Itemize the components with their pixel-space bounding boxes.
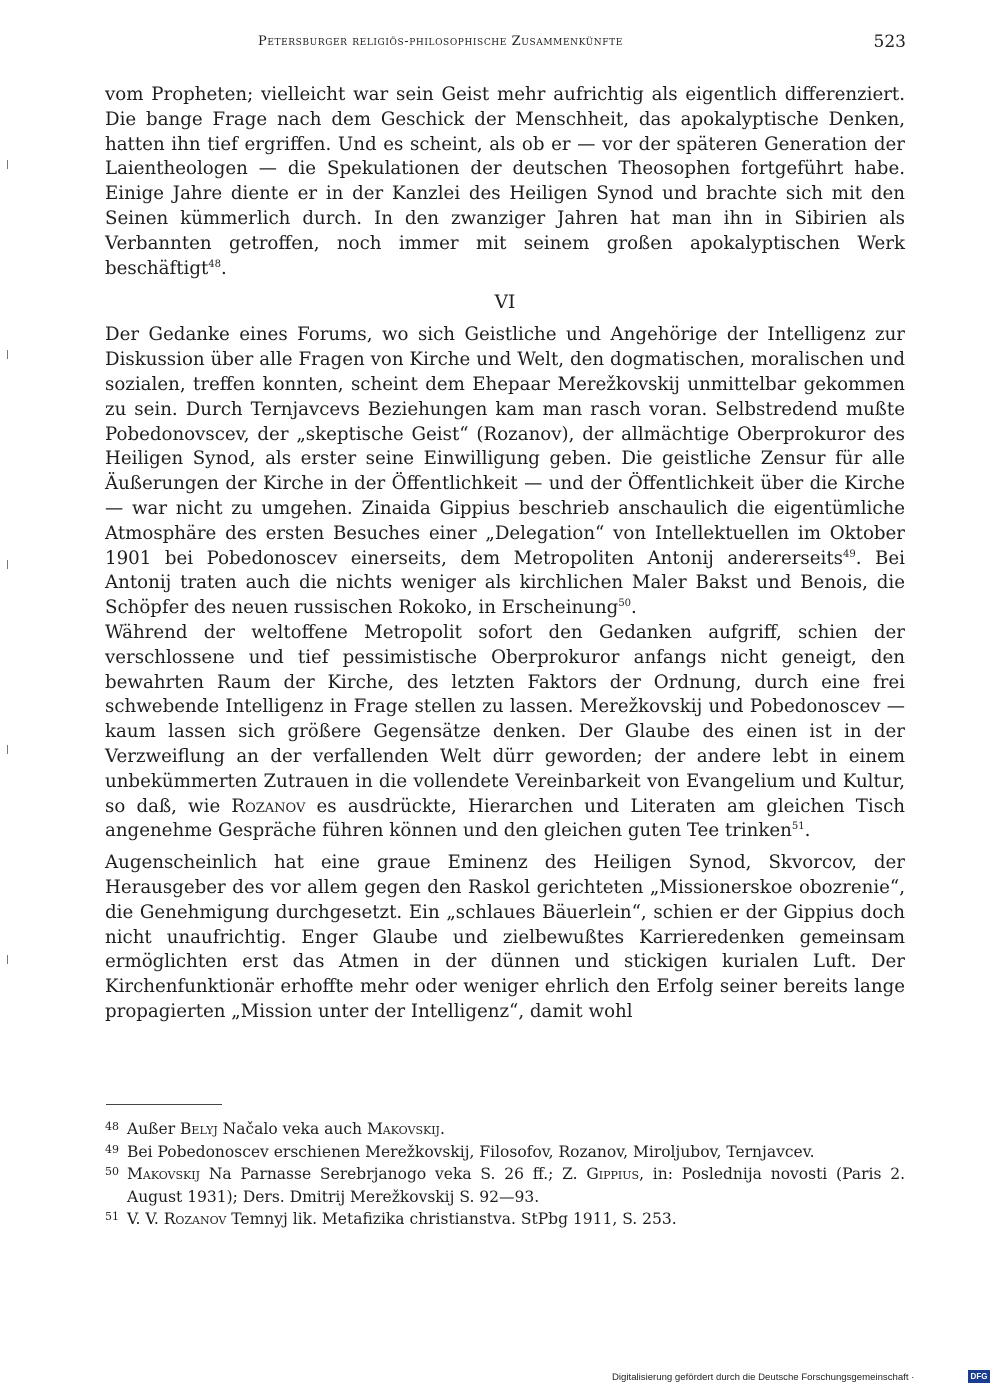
punctuation: . — [804, 820, 811, 842]
paragraph-1 — [105, 83, 905, 281]
footnote-ref[interactable]: 51 — [791, 821, 805, 833]
main-text — [105, 83, 905, 1025]
running-title: Petersburger religiös-philosophische Zusammenkünfte — [258, 34, 623, 49]
footnote-segment: . — [439, 1120, 445, 1138]
footnote — [105, 1208, 905, 1231]
footnote-number: 49 — [105, 1142, 119, 1156]
dfg-logo: DFG — [968, 1370, 990, 1383]
author-name: Rozanov — [231, 795, 306, 817]
author-name: Makovskij — [366, 1120, 440, 1138]
margin-mark — [7, 560, 8, 569]
paragraph-text: es ausdrückte, Hierarchen und Literaten am gleichen Tisch angenehme Gespräche führen können und den gleichen guten Tee trinken — [105, 795, 905, 842]
paragraph-2 — [105, 323, 905, 621]
footnote-divider — [106, 1104, 222, 1105]
paragraph-text: vom Propheten; vielleicht war sein Geist mehr aufrichtig als eigentlich differenziert. Die bange Frage nach dem Geschick der Menschheit, das apokalyptische Denken, hatten ihn tief ergriffen. Und es scheint, als ob er — vor der späteren Generation der Laientheologen — die Spekulationen der deutschen Theosophen fortgeführt habe. Einige Jahre diente er in der Kanzlei des Heiligen Synod und brachte sich mit den Seinen kümmerlich durch. In den zwanziger Jahren hat man ihn in Sibirien als Verbannten getroffen, noch immer mit seinem großen apokalyptischen Werk beschäftigt — [105, 84, 905, 279]
footnote — [105, 1141, 905, 1164]
footnotes — [105, 1118, 905, 1231]
page-number: 523 — [873, 32, 906, 52]
paragraph-text: Augenscheinlich hat eine graue Eminenz des Heiligen Synod, Skvorcov, der Herausgeber des vor allem gegen den Raskol gerichteten „Missionerskoe obozrenie“, die Genehmigung durchgesetzt. Ein „schlaues Bäuerlein“, schien er der Gippius doch nicht unaufrichtig. Enger Glaube und zielbewußtes Karrieredenken gemeinsam ermöglichten erst das Atmen in der dünnen und stickigen kurialen Luft. Der Kirchenfunktionär erhoffte mehr oder weniger ehrlich den Erfolg seiner bereits lange propagierten „Mission unter der Intelligenz“, damit wohl — [105, 852, 905, 1022]
footnote-text — [127, 1208, 905, 1231]
footnote-segment: Temnyj lik. Metafizika christianstva. StPbg 1911, S. 253. — [226, 1210, 677, 1228]
author-name: Belyj — [180, 1120, 218, 1138]
paragraph-3 — [105, 621, 905, 844]
margin-mark — [7, 350, 8, 359]
author-name: Makovskij — [127, 1165, 201, 1183]
digitization-credit: Digitalisierung gefördert durch die Deutsche Forschungsgemeinschaft · — [612, 1372, 915, 1383]
footnote-text — [127, 1118, 905, 1141]
footnote-segment: Außer — [127, 1120, 181, 1138]
footnote-text — [127, 1163, 905, 1208]
footnote-segment: Načalo veka auch — [217, 1120, 367, 1138]
paragraph-text: Während der weltoffene Metropolit sofort den Gedanken aufgriff, schien der verschlossene und tief pessimistische Oberprokuror anfangs nicht geneigt, den bewahrten Raum der Kirche, des letzten Faktors der Ordnung, durch eine frei schwebende Intelligenz in Frage stellen zu lassen. Merežkovskij und Pobedonoscev — kaum lassen sich größere Gegensätze denken. Der Glaube des einen ist in der Verzweiflung an der verfallenden Welt dürr geworden; der andere lebt in einem unbekümmerten Zutrauen in die vollendete Vereinbarkeit von Evangelium und Kultur, so daß, wie — [105, 621, 905, 817]
footnote — [105, 1163, 905, 1208]
footnote-text — [127, 1141, 905, 1164]
section-heading: VI — [494, 292, 516, 314]
paragraph-4 — [105, 851, 905, 1025]
footnote-segment: Bei Pobedonoscev erschienen Merežkovskij, Filosofov, Rozanov, Miroljubov, Ternjavcev. — [127, 1142, 815, 1161]
punctuation: . — [221, 257, 227, 279]
footnote-ref[interactable]: 49 — [843, 548, 856, 560]
margin-mark — [7, 955, 8, 964]
footnote-number: 50 — [105, 1165, 119, 1178]
page-header — [0, 30, 1000, 60]
author-name: Rozanov — [163, 1210, 227, 1228]
footnote-number: 51 — [105, 1210, 119, 1223]
footnote-segment: V. V. — [127, 1210, 164, 1228]
footnote-ref[interactable]: 50 — [618, 598, 632, 610]
footnote-segment: Na Parnasse Serebrjanogo veka S. 26 ff.; Z. — [200, 1165, 587, 1183]
margin-mark — [7, 745, 8, 754]
paragraph-text: Der Gedanke eines Forums, wo sich Geistliche und Angehörige der Intelligenz zur Diskussion über alle Fragen von Kirche und Welt, den dogmatischen, moralischen und sozialen, treffen konnten, scheint dem Ehepaar Merežkovskij unmittelbar gekommen zu sein. Durch Ternjavcevs Beziehungen kam man rasch voran. Selbstredend mußte Pobedonovscev, der „skeptische Geist“ (Rozanov), der allmächtige Oberprokuror des Heiligen Synod, als erster seine Einwilligung geben. Die geistliche Zensur für alle Äußerungen der Kirche in der Öffentlichkeit — und der Öffentlichkeit über die Kirche — war nicht zu umgehen. Zinaida Gippius beschrieb anschaulich die eigentümliche Atmosphäre des ersten Besuches einer „Delegation“ von Intellektuellen im Oktober 1901 bei Pobedonoscev einerseits, dem Metropoliten Antonij andererseits — [105, 324, 905, 569]
footnote-ref[interactable]: 48 — [208, 258, 222, 270]
margin-mark — [7, 160, 8, 169]
paragraph-text: . Bei Antonij traten auch die nichts weniger als kirchlichen Maler Bakst und Benois, die Schöpfer des neuen russischen Rokoko, in Erscheinung — [105, 547, 906, 619]
footnote-number: 48 — [105, 1120, 119, 1133]
punctuation: . — [631, 597, 637, 619]
footnote-segment: , in: Poslednija novosti (Paris 2. August 1931); Ders. Dmitrij Merežkovskij S. 92—93. — [127, 1165, 905, 1206]
footnote — [105, 1118, 905, 1141]
author-name: Gippius — [586, 1165, 640, 1183]
